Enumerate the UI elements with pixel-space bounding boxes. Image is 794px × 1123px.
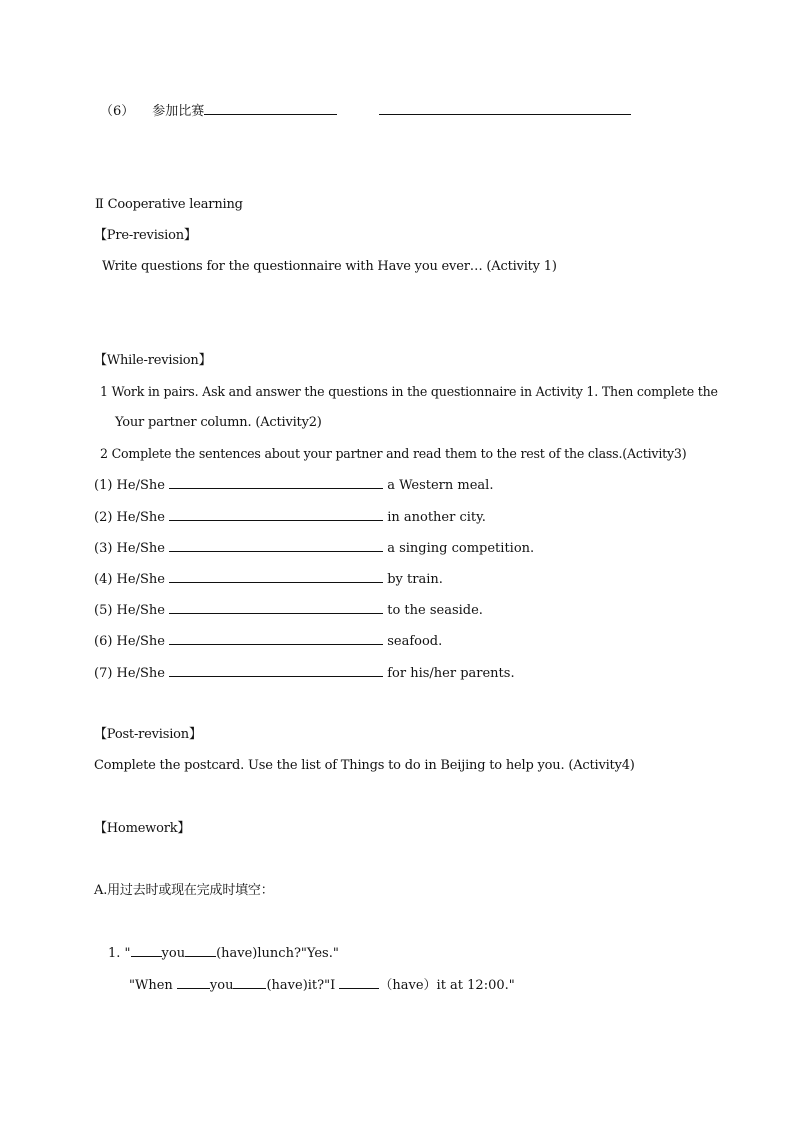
sentence-blank[interactable] bbox=[169, 571, 383, 583]
homework-q1-line1 bbox=[108, 945, 339, 962]
homework-q1-line2 bbox=[129, 977, 515, 994]
homework-section-a: A.用过去时或现在完成时填空： bbox=[94, 883, 274, 898]
q1-part-b1: "When bbox=[129, 978, 177, 993]
q1-number: 1. bbox=[108, 946, 121, 961]
q1-part-b3: (have)it?"I bbox=[266, 978, 340, 993]
item6-blank-2[interactable] bbox=[379, 103, 631, 115]
sentence-row bbox=[94, 665, 515, 682]
sentence-suffix: a Western meal. bbox=[387, 478, 494, 493]
q1-blank-3[interactable] bbox=[177, 977, 210, 989]
q1-part-a1: " bbox=[124, 946, 131, 961]
sentence-suffix: by train. bbox=[387, 572, 443, 587]
q1-part-b4: （have）it at 12:00." bbox=[379, 978, 515, 993]
post-revision-heading: 【Post-revision】 bbox=[94, 727, 202, 742]
sentence-blank[interactable] bbox=[169, 540, 383, 552]
sentence-suffix: for his/her parents. bbox=[387, 666, 515, 681]
sentence-suffix: seafood. bbox=[387, 634, 443, 649]
sentence-suffix: a singing competition. bbox=[387, 541, 535, 556]
sentence-blank[interactable] bbox=[169, 602, 383, 614]
sentence-prefix: (4) He/She bbox=[94, 572, 165, 587]
post-revision-instruction: Complete the postcard. Use the list of Things to do in Beijing to help you. (Activity4) bbox=[94, 758, 635, 773]
while-task2: 2 Complete the sentences about your partner and read them to the rest of the class.(Activity3) bbox=[100, 446, 687, 461]
item6-line bbox=[100, 103, 631, 120]
sentence-row bbox=[94, 633, 442, 650]
sentence-row bbox=[94, 477, 493, 494]
sentence-row bbox=[94, 602, 483, 619]
sentence-prefix: (7) He/She bbox=[94, 666, 165, 681]
while-revision-heading: 【While-revision】 bbox=[94, 353, 212, 368]
cooperative-heading: Ⅱ Cooperative learning bbox=[95, 197, 243, 212]
sentence-prefix: (2) He/She bbox=[94, 510, 165, 525]
pre-revision-heading: 【Pre-revision】 bbox=[94, 228, 197, 243]
sentence-suffix: in another city. bbox=[387, 510, 486, 525]
sentence-row bbox=[94, 509, 486, 526]
sentence-blank[interactable] bbox=[169, 665, 383, 677]
sentence-blank[interactable] bbox=[169, 477, 383, 489]
q1-blank-2[interactable] bbox=[185, 945, 216, 957]
sentence-blank[interactable] bbox=[169, 633, 383, 645]
q1-part-b2: you bbox=[209, 978, 234, 993]
item6-blank-1[interactable] bbox=[204, 103, 337, 115]
sentence-suffix: to the seaside. bbox=[387, 603, 483, 618]
q1-part-a3: (have)lunch?"Yes." bbox=[216, 946, 339, 961]
q1-blank-1[interactable] bbox=[131, 945, 162, 957]
sentence-prefix: (1) He/She bbox=[94, 478, 165, 493]
sentence-prefix: (5) He/She bbox=[94, 603, 165, 618]
pre-revision-instruction: Write questions for the questionnaire with Have you ever… (Activity 1) bbox=[102, 259, 557, 274]
sentence-row bbox=[94, 571, 443, 588]
q1-blank-4[interactable] bbox=[233, 977, 266, 989]
sentence-prefix: (3) He/She bbox=[94, 541, 165, 556]
q1-blank-5[interactable] bbox=[339, 977, 379, 989]
sentence-row bbox=[94, 540, 534, 557]
q1-part-a2: you bbox=[161, 946, 186, 961]
item6-text: 参加比赛 bbox=[152, 104, 205, 119]
sentence-blank[interactable] bbox=[169, 509, 383, 521]
while-task1-line1: 1 Work in pairs. Ask and answer the questions in the questionnaire in Activity 1. Then complete the bbox=[100, 384, 718, 399]
while-task1-line2: Your partner column. (Activity2) bbox=[115, 415, 322, 430]
sentence-prefix: (6) He/She bbox=[94, 634, 165, 649]
item6-label: （6） bbox=[100, 104, 135, 119]
homework-heading: 【Homework】 bbox=[94, 821, 191, 836]
